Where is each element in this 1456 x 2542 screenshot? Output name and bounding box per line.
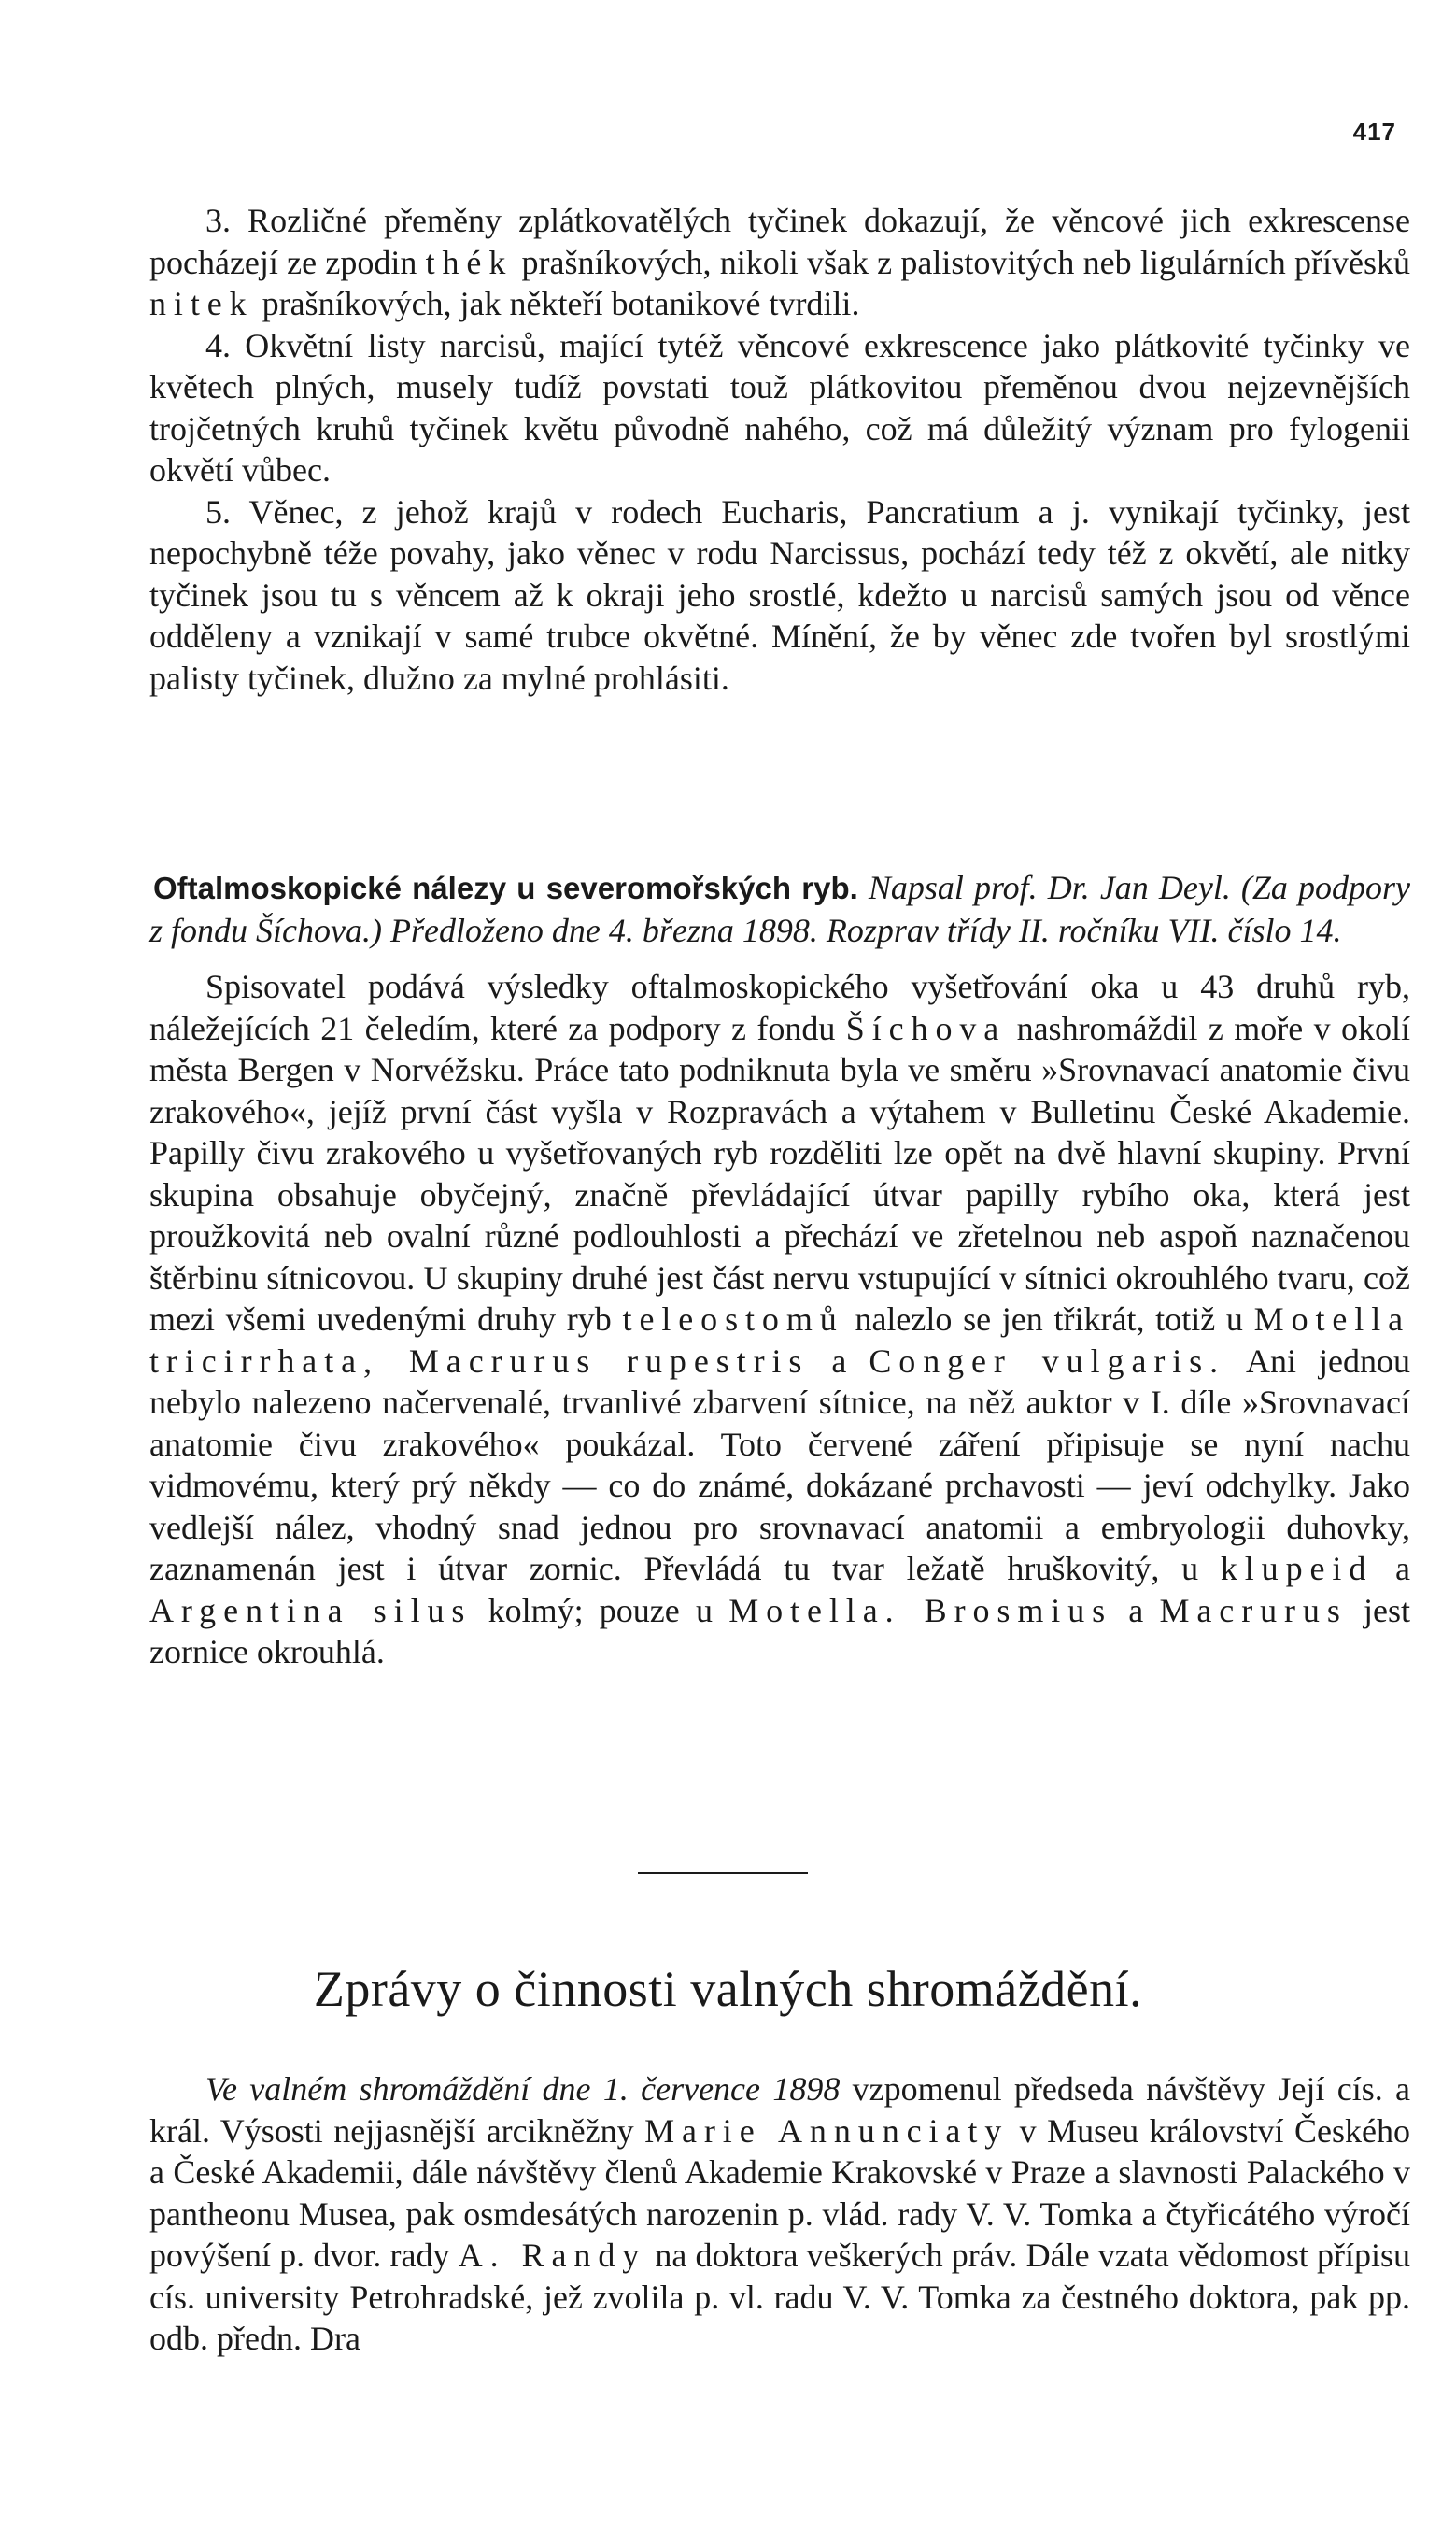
article-body-spaced-5: klupeid: [1220, 1550, 1374, 1587]
article-body-a: Spisovatel podává výsledky oftalmoskopického vyšetřování oka u 43 druhů ryb, náležejících 21 čeledím, které za podpory z fondu: [149, 968, 1410, 1047]
article-body-f: a: [1395, 1550, 1411, 1587]
article-body-d: a: [831, 1342, 847, 1380]
article-body-c: nalezlo se jen třikrát, totiž u: [855, 1300, 1243, 1338]
report-spaced-2: A. Randy: [458, 2237, 647, 2274]
article-title: Oftalmoskopické nálezy u severomořských ryb.: [153, 871, 858, 905]
point-3-spaced-word-2: nitek: [149, 285, 254, 322]
report-lead: Ve valném shromáždění dne 1. července 1898: [205, 2070, 841, 2108]
page-number: 417: [1352, 118, 1396, 146]
report-text-a: vzpomenul předseda návštěvy Její cís. a král. Výsosti nejjasnější arcikněžny: [149, 2070, 1411, 2150]
section-divider: [638, 1872, 808, 1874]
report-text-c: na doktora veškerých práv. Dále vzata vědomost přípisu cís. university Petrohradské, jež zvolila p. vl. radu V. V. Tomka za čestného doktora, pak pp. odb. předn. Dra: [149, 2237, 1411, 2357]
summary-points: [149, 200, 1410, 699]
report-paragraph: [149, 2068, 1410, 2360]
report-spaced-1: Marie Annunciaty: [644, 2111, 1010, 2150]
article-body-g: kolmý; pouze u: [488, 1591, 713, 1629]
article-body-spaced-3: Motella tricirrhata, Macrurus rupestris: [149, 1300, 1411, 1380]
section-title: Zprávy o činnosti valných shromáždění.: [313, 1961, 1143, 2017]
article-body-i: jest zornice okrouhlá.: [149, 1591, 1411, 1670]
article-body-spaced-6: Argentina silus: [149, 1591, 473, 1629]
point-3-text-c: prašníkových, jak někteří botanikové tvrdili.: [262, 285, 860, 322]
article-body-spaced-8: Macrurus: [1159, 1591, 1348, 1629]
point-3-text-b: prašníkových, nikoli však z palistovitých neb ligulárních přívěsků: [521, 243, 1411, 281]
assembly-report: [149, 2068, 1410, 2360]
article-body-spaced-4: Conger vulgaris.: [869, 1342, 1226, 1380]
paragraph-point-5: 5. Věnec, z jehož krajů v rodech Eucharis, Pancratium a j. vynikají tyčinky, jest nepochybně téže povahy, jako věnec v rodu Narcissus, pochází tedy též z okvětí, ale nitky tyčinek jsou tu s věncem až k okraji jeho srostlé, kdežto u narcisů samých jsou od věnce odděleny a vznikají v samé trubce okvětné. Mínění, že by věnec zde tvořen byl srostlými palisty tyčinek, dlužno za mylné prohlásiti.: [149, 492, 1410, 697]
article-body: [149, 966, 1410, 1673]
article-body-b: nashromáždil z moře v okolí města Bergen v Norvéžsku. Práce tato podniknuta byla ve směru »Srovnavací anatomie čivu zrakového«, jejíž první část vyšla v Rozpravách a výtahem v Bulletinu České Akademie. Papilly čivu zrakového u vyšetřovaných ryb rozděliti lze opět na dvě hlavní skupiny. První skupina obsahuje obyčejný, značně převládající útvar papilly rybího oka, která jest proužkovitá neb ovalní různé podlouhlosti a přechází ve zřetelnou neb aspoň naznačenou štěrbinu sítnicovou. U skupiny druhé jest část nervu vstupující v sítnici okrouhlého tvaru, což mezi všemi uvedenými druhy ryb: [149, 1009, 1411, 1338]
article-heading: [149, 867, 1410, 951]
article-body-spaced-7: Motella. Brosmius: [728, 1591, 1113, 1629]
article-block: [149, 867, 1410, 1673]
paragraph-point-4: 4. Okvětní listy narcisů, mající tytéž věncové exkrescence jako plátkovité tyčinky ve květech plných, musely tudíž povstati touž plátkovitou přeměnou dvou nejzevnějších trojčetných kruhů tyčinek květu původně nahého, což má důležitý význam pro fylogenii okvětí vůbec.: [149, 326, 1410, 489]
article-body-h: a: [1128, 1591, 1144, 1629]
article-body-spaced-2: teleostomů: [622, 1300, 844, 1338]
article-meta: Napsal prof. Dr. Jan Deyl. (Za podpory z fondu Šíchova.) Předloženo dne 4. března 1898. Rozprav třídy II. ročníku VII. číslo 14.: [149, 869, 1410, 949]
paragraph-point-3: [149, 200, 1410, 325]
article-body-spaced-1: Šíchova: [845, 1009, 1007, 1047]
article-body-e: Ani jednou nebylo nalezeno načervenalé, trvanlivé zbarvení sítnice, na něž auktor v I. díle »Srovnavací anatomie čivu zrakového« poukázal. Toto červené záření připisuje se nyní nachu vidmovému, který prý někdy — co do známé, dokázané prchavosti — jeví odchylky. Jako vedlejší nález, vhodný snad jednou pro srovnavací anatomii a embryologii duhovky, zaznamenán jest i útvar zornic. Převládá tu tvar ležatě hruškovitý, u: [149, 1342, 1411, 1587]
report-text-b: v Museu království Českého a České Akademii, dále návštěvy členů Akademie Krakovské v Praze a slavnosti Palackého v pantheonu Musea, pak osmdesátých narozenin p. vlád. rady V. V. Tomka a čtyřicátého výročí povýšení p. dvor. rady: [149, 2111, 1411, 2274]
point-3-spaced-word: thék: [425, 243, 514, 281]
point-3-text-a: 3. Rozličné přeměny zplátkovatělých tyčinek dokazují, že věncové jich exkrescense pocházejí ze zpodin: [149, 202, 1410, 281]
